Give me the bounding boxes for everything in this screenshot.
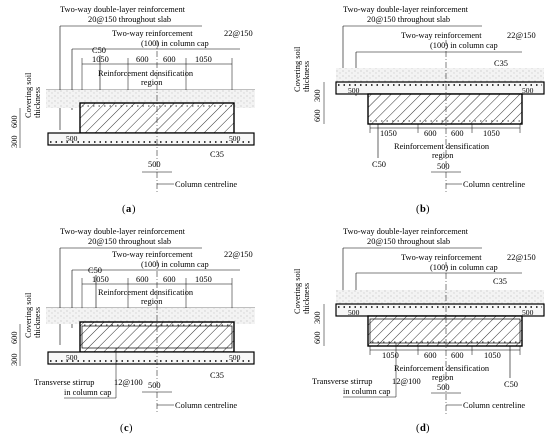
left-edge-dimension: 500: [66, 134, 78, 143]
cap-depth-dimension: 600: [10, 115, 19, 128]
densification-label-line2: region: [141, 297, 163, 306]
densification-label-line1: Reinforcement densification: [98, 69, 194, 78]
cap-depth-dimension: 600: [313, 331, 322, 344]
cap-reinforcement-label-line2: 22@150: [224, 29, 253, 38]
slab-concrete-grade: C35: [494, 59, 508, 68]
soil-thickness-label-line2: thickness: [33, 86, 42, 118]
caption-open-paren: (: [416, 204, 420, 215]
stirrup-label-line2: 12@100: [114, 378, 143, 387]
span-mid-right-dimension: 600: [163, 55, 176, 64]
caption-open-paren: (: [120, 423, 124, 434]
left-edge-dimension: 500: [348, 308, 360, 317]
cap-concrete-grade: C50: [88, 266, 102, 275]
span-mid-left-dimension: 600: [136, 55, 149, 64]
soil-thickness-label-line2: thickness: [302, 282, 311, 314]
slab-reinforcement-label-line1: Two-way double-layer reinforcement: [60, 5, 185, 14]
cap-reinforcement-label-line1: Two-way reinforcement: [112, 29, 193, 38]
slab-concrete-grade: C35: [493, 277, 507, 286]
span-left-dimension: 1050: [92, 275, 109, 284]
caption-letter: c: [124, 423, 129, 434]
covering-soil: [336, 68, 544, 82]
span-mid-right-dimension: 600: [451, 129, 464, 138]
span-right-dimension: 1050: [484, 351, 501, 360]
soil-thickness-label-line1: Covering soil: [293, 268, 302, 314]
right-edge-dimension: 500: [229, 134, 241, 143]
densification-label-line1: Reinforcement densification: [394, 142, 490, 151]
panel-d: [293, 227, 544, 434]
right-edge-dimension: 500: [522, 86, 534, 95]
slab-depth-dimension: 300: [313, 311, 322, 324]
densification-label-line2: region: [432, 373, 454, 382]
slab-reinforcement-label-line2: 20@150 throughout slab: [88, 15, 172, 24]
cap-concrete-grade: C50: [504, 380, 518, 389]
slab-reinforcement-label-line1: Two-way double-layer reinforcement: [343, 227, 468, 236]
span-right-dimension: 1050: [195, 275, 212, 284]
span-right-dimension: 1050: [195, 55, 212, 64]
soil-thickness-label-line1: Covering soil: [24, 72, 33, 118]
densification-label-line2: region: [141, 78, 163, 87]
covering-soil: [336, 290, 544, 304]
caption-close-paren: ): [426, 423, 430, 434]
stirrup-label-line3: in column cap: [64, 388, 112, 397]
caption-close-paren: ): [426, 204, 430, 215]
cap-reinforcement-label-line1: Two-way reinforcement: [112, 250, 193, 259]
densification-label-line2: region: [432, 151, 454, 160]
span-mid-left-dimension: 600: [136, 275, 149, 284]
cap-reinforcement-label-line3: (100) in column cap: [141, 39, 209, 48]
floor-slab: [336, 82, 544, 94]
cap-reinforcement-label-line3: (100) in column cap: [430, 41, 498, 50]
column-width-dimension: 500: [148, 381, 161, 390]
slab-reinforcement-label-line2: 20@150 throughout slab: [367, 237, 451, 246]
left-edge-dimension: 500: [66, 353, 78, 362]
densification-label-line1: Reinforcement densification: [98, 288, 194, 297]
cap-depth-dimension: 600: [10, 331, 19, 344]
slab-depth-dimension: 300: [313, 89, 322, 102]
slab-reinforcement-label-line2: 20@150 throughout slab: [367, 15, 451, 24]
stirrup-label-line2: 12@100: [392, 377, 421, 386]
cap-reinforcement-label-line3: (100) in column cap: [141, 260, 209, 269]
right-edge-dimension: 500: [522, 308, 534, 317]
cap-reinforcement-label-line2: 22@150: [507, 31, 536, 40]
slab-reinforcement-label-line2: 20@150 throughout slab: [88, 237, 172, 246]
cap-reinforcement-label-line2: 22@150: [507, 253, 536, 262]
slab-depth-dimension: 300: [10, 135, 19, 148]
stirrup-label-line1: Transverse stirrup: [34, 378, 95, 387]
slab-reinforcement-label-line1: Two-way double-layer reinforcement: [343, 5, 468, 14]
centreline-label: Column centreline: [463, 180, 526, 189]
span-left-dimension: 1050: [382, 351, 399, 360]
soil-thickness-label-line2: thickness: [302, 60, 311, 92]
panel-c: [10, 227, 255, 434]
slab-reinforcement-label-line1: Two-way double-layer reinforcement: [60, 227, 185, 236]
slab-concrete-grade: C35: [210, 150, 224, 159]
cap-reinforcement-label-line1: Two-way reinforcement: [401, 253, 482, 262]
caption-letter: d: [420, 423, 426, 434]
slab-concrete-grade: C35: [210, 371, 224, 380]
span-mid-left-dimension: 600: [424, 351, 437, 360]
caption-close-paren: ): [129, 423, 133, 434]
soil-thickness-label-line2: thickness: [33, 306, 42, 338]
floor-slab: [48, 352, 254, 364]
panel-a: [10, 5, 255, 215]
span-right-dimension: 1050: [483, 129, 500, 138]
soil-thickness-label-line1: Covering soil: [293, 46, 302, 92]
cap-concrete-grade: C50: [372, 160, 386, 169]
centreline-label: Column centreline: [175, 401, 238, 410]
slab-depth-dimension: 300: [10, 353, 19, 366]
caption-close-paren: ): [132, 204, 136, 215]
span-mid-right-dimension: 600: [451, 351, 464, 360]
cap-reinforcement-label-line3: (100) in column cap: [430, 263, 498, 272]
floor-slab: [336, 304, 544, 316]
span-left-dimension: 1050: [380, 129, 397, 138]
column-cap: [368, 316, 522, 346]
stirrup-label-line3: in column cap: [343, 387, 391, 396]
centreline-label: Column centreline: [463, 401, 526, 410]
densification-label-line1: Reinforcement densification: [394, 364, 490, 373]
column-width-dimension: 500: [148, 160, 161, 169]
soil-thickness-label-line1: Covering soil: [24, 292, 33, 338]
span-mid-left-dimension: 600: [424, 129, 437, 138]
panel-b: [293, 5, 544, 215]
cap-depth-dimension: 600: [313, 109, 322, 122]
column-width-dimension: 500: [437, 162, 450, 171]
column-cap: [368, 94, 522, 124]
cap-reinforcement-label-line2: 22@150: [224, 250, 253, 259]
right-edge-dimension: 500: [229, 353, 241, 362]
stirrup-label-line1: Transverse stirrup: [312, 377, 373, 386]
caption-letter: b: [420, 204, 426, 215]
column-width-dimension: 500: [437, 383, 450, 392]
caption-letter: a: [126, 204, 132, 215]
caption-open-paren: (: [122, 204, 126, 215]
floor-slab: [48, 133, 254, 145]
caption-open-paren: (: [416, 423, 420, 434]
cap-concrete-grade: C50: [92, 46, 106, 55]
centreline-label: Column centreline: [175, 180, 238, 189]
left-edge-dimension: 500: [348, 86, 360, 95]
span-mid-right-dimension: 600: [163, 275, 176, 284]
cap-reinforcement-label-line1: Two-way reinforcement: [401, 31, 482, 40]
span-left-dimension: 1050: [92, 55, 109, 64]
